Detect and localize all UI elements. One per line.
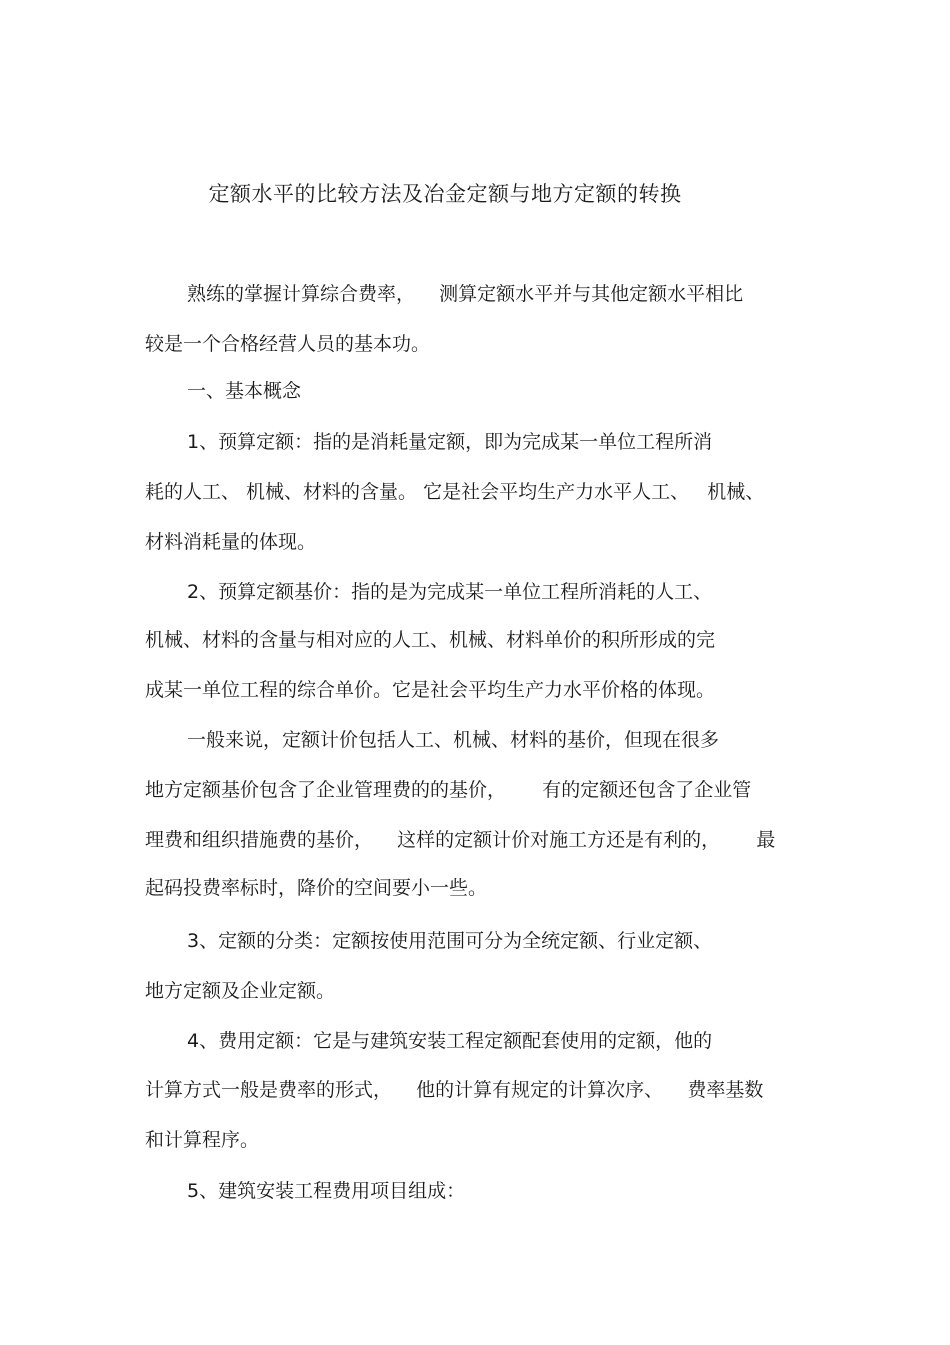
paragraph-line: 2、预算定额基价：指的是为完成某一单位工程所消耗的人工、	[187, 581, 713, 603]
paragraph-line: 地方定额及企业定额。	[145, 980, 336, 1002]
paragraph-line: 1、预算定额：指的是消耗量定额，即为完成某一单位工程所消	[187, 431, 713, 453]
paragraph-line: 较是一个合格经营人员的基本功。	[145, 333, 431, 355]
paragraph-line: 起码投费率标时，降价的空间要小一些。	[145, 877, 488, 899]
paragraph-line: 成某一单位工程的综合单价。它是社会平均生产力水平价格的体现。	[145, 679, 716, 701]
paragraph-line: 材料消耗量的体现。	[145, 531, 317, 553]
paragraph-line: 耗的人工、 机械、材料的含量。 它是社会平均生产力水平人工、 机械、	[145, 481, 765, 503]
paragraph-line: 3、定额的分类：定额按使用范围可分为全统定额、行业定额、	[187, 930, 713, 952]
paragraph-line: 熟练的掌握计算综合费率， 测算定额水平并与其他定额水平相比	[187, 283, 744, 305]
paragraph-line: 4、费用定额：它是与建筑安装工程定额配套使用的定额，他的	[187, 1030, 713, 1052]
paragraph-line: 和计算程序。	[145, 1129, 260, 1151]
document-title: 定额水平的比较方法及冶金定额与地方定额的转换	[208, 182, 682, 206]
paragraph-line: 5、建筑安装工程费用项目组成：	[187, 1180, 466, 1202]
paragraph-line: 地方定额基价包含了企业管理费的的基价， 有的定额还包含了企业管	[145, 779, 752, 801]
paragraph-line: 机械、材料的含量与相对应的人工、机械、材料单价的积所形成的完	[145, 629, 716, 651]
paragraph-line: 计算方式一般是费率的形式， 他的计算有规定的计算次序、 费率基数	[145, 1079, 764, 1101]
paragraph-line: 一般来说，定额计价包括人工、机械、材料的基价，但现在很多	[187, 729, 720, 751]
section-heading: 一、基本概念	[187, 380, 302, 402]
paragraph-line: 理费和组织措施费的基价， 这样的定额计价对施工方还是有利的， 最	[145, 829, 776, 851]
